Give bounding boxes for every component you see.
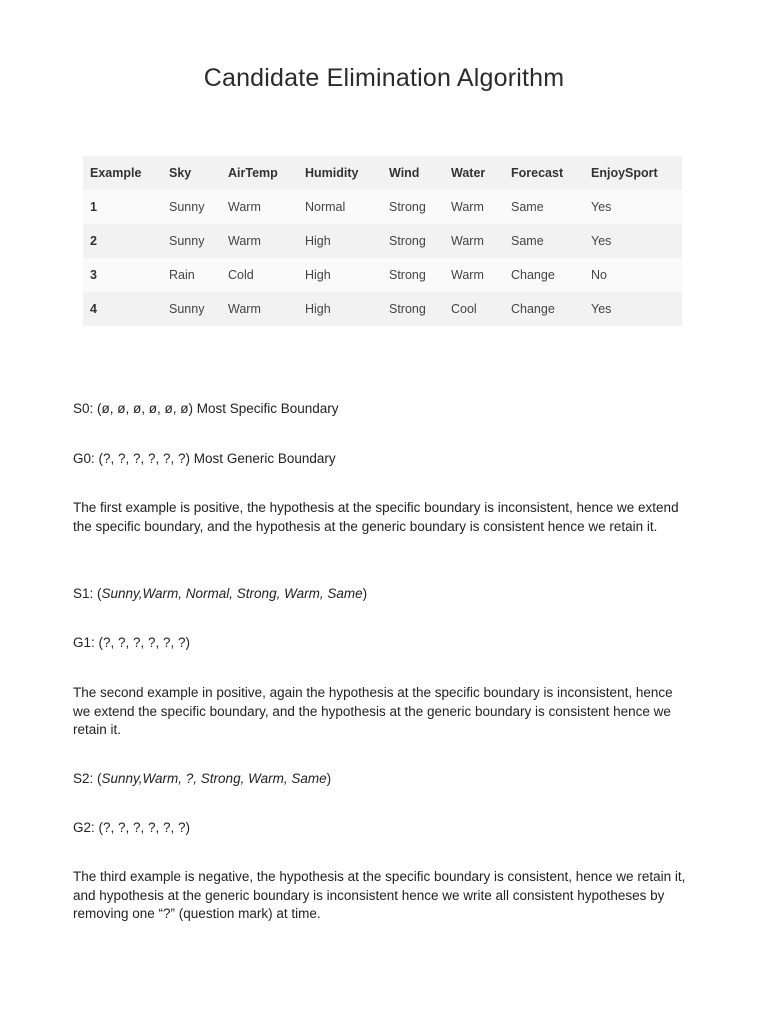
table-cell: Strong <box>382 224 444 258</box>
table-cell: Warm <box>444 224 504 258</box>
table-cell: Warm <box>221 224 298 258</box>
table-header-cell: AirTemp <box>221 156 298 190</box>
table-cell: 2 <box>83 224 162 258</box>
table-cell: Same <box>504 190 584 224</box>
table-cell: Rain <box>162 258 221 292</box>
s0-boundary: S0: (ø, ø, ø, ø, ø, ø) Most Specific Boundary <box>73 401 339 416</box>
table-cell: Sunny <box>162 224 221 258</box>
table-cell: No <box>584 258 682 292</box>
table-header-row <box>83 156 682 190</box>
s1-value: Sunny,Warm, Normal, Strong, Warm, Same <box>101 586 363 601</box>
table-cell: 3 <box>83 258 162 292</box>
table-cell: Same <box>504 224 584 258</box>
s2-suffix: ) <box>326 771 332 786</box>
table-cell: High <box>298 224 382 258</box>
table-cell: 1 <box>83 190 162 224</box>
page-title: Candidate Elimination Algorithm <box>203 64 565 92</box>
table-cell: Sunny <box>162 292 221 326</box>
table-header-cell: Wind <box>382 156 444 190</box>
table-cell: Sunny <box>162 190 221 224</box>
s2-value: Sunny,Warm, ?, Strong, Warm, Same <box>101 771 327 786</box>
table-cell: Change <box>504 258 584 292</box>
table-row <box>83 258 682 292</box>
table-cell: High <box>298 258 382 292</box>
table-header-cell: Example <box>83 156 162 190</box>
table-cell: Cold <box>221 258 298 292</box>
table-cell: Strong <box>382 190 444 224</box>
table-cell: High <box>298 292 382 326</box>
table-cell: Yes <box>584 292 682 326</box>
s1-suffix: ) <box>362 586 368 601</box>
table-cell: Yes <box>584 224 682 258</box>
table-row <box>83 224 682 258</box>
table-cell: Normal <box>298 190 382 224</box>
table-cell: Cool <box>444 292 504 326</box>
table-header-cell: Humidity <box>298 156 382 190</box>
table-cell: Warm <box>444 190 504 224</box>
table-cell: Warm <box>444 258 504 292</box>
s1-boundary <box>73 585 693 604</box>
table-row <box>83 190 682 224</box>
s2-prefix: S2: ( <box>73 771 102 786</box>
table-header-cell: EnjoySport <box>584 156 682 190</box>
g1-boundary: G1: (?, ?, ?, ?, ?, ?) <box>73 635 191 650</box>
table-header-cell: Water <box>444 156 504 190</box>
table-cell: 4 <box>83 292 162 326</box>
s1-prefix: S1: ( <box>73 586 102 601</box>
paragraph-third-example: The third example is negative, the hypothesis at the specific boundary is consistent, hence we retain it, and hypothesis at the generic boundary is inconsistent hence we write all consistent hypotheses by removing one “?” (question mark) at time. <box>73 869 686 921</box>
table-row <box>83 292 682 326</box>
paragraph-first-example: The first example is positive, the hypothesis at the specific boundary is inconsistent, hence we extend the specific boundary, and the hypothesis at the generic boundary is consistent hence we retain it. <box>73 500 679 534</box>
paragraph-second-example: The second example in positive, again the hypothesis at the specific boundary is inconsistent, hence we extend the specific boundary, and the hypothesis at the generic boundary is consistent hence we retain it. <box>73 685 673 737</box>
table-cell: Warm <box>221 292 298 326</box>
table-cell: Strong <box>382 258 444 292</box>
table-header-cell: Forecast <box>504 156 584 190</box>
table-header-cell: Sky <box>162 156 221 190</box>
table-cell: Change <box>504 292 584 326</box>
g2-boundary: G2: (?, ?, ?, ?, ?, ?) <box>73 820 191 835</box>
training-examples-table <box>83 156 682 326</box>
g0-boundary: G0: (?, ?, ?, ?, ?, ?) Most Generic Boundary <box>73 451 336 466</box>
table-cell: Yes <box>584 190 682 224</box>
table-cell: Strong <box>382 292 444 326</box>
table-cell: Warm <box>221 190 298 224</box>
s2-boundary <box>73 770 693 789</box>
